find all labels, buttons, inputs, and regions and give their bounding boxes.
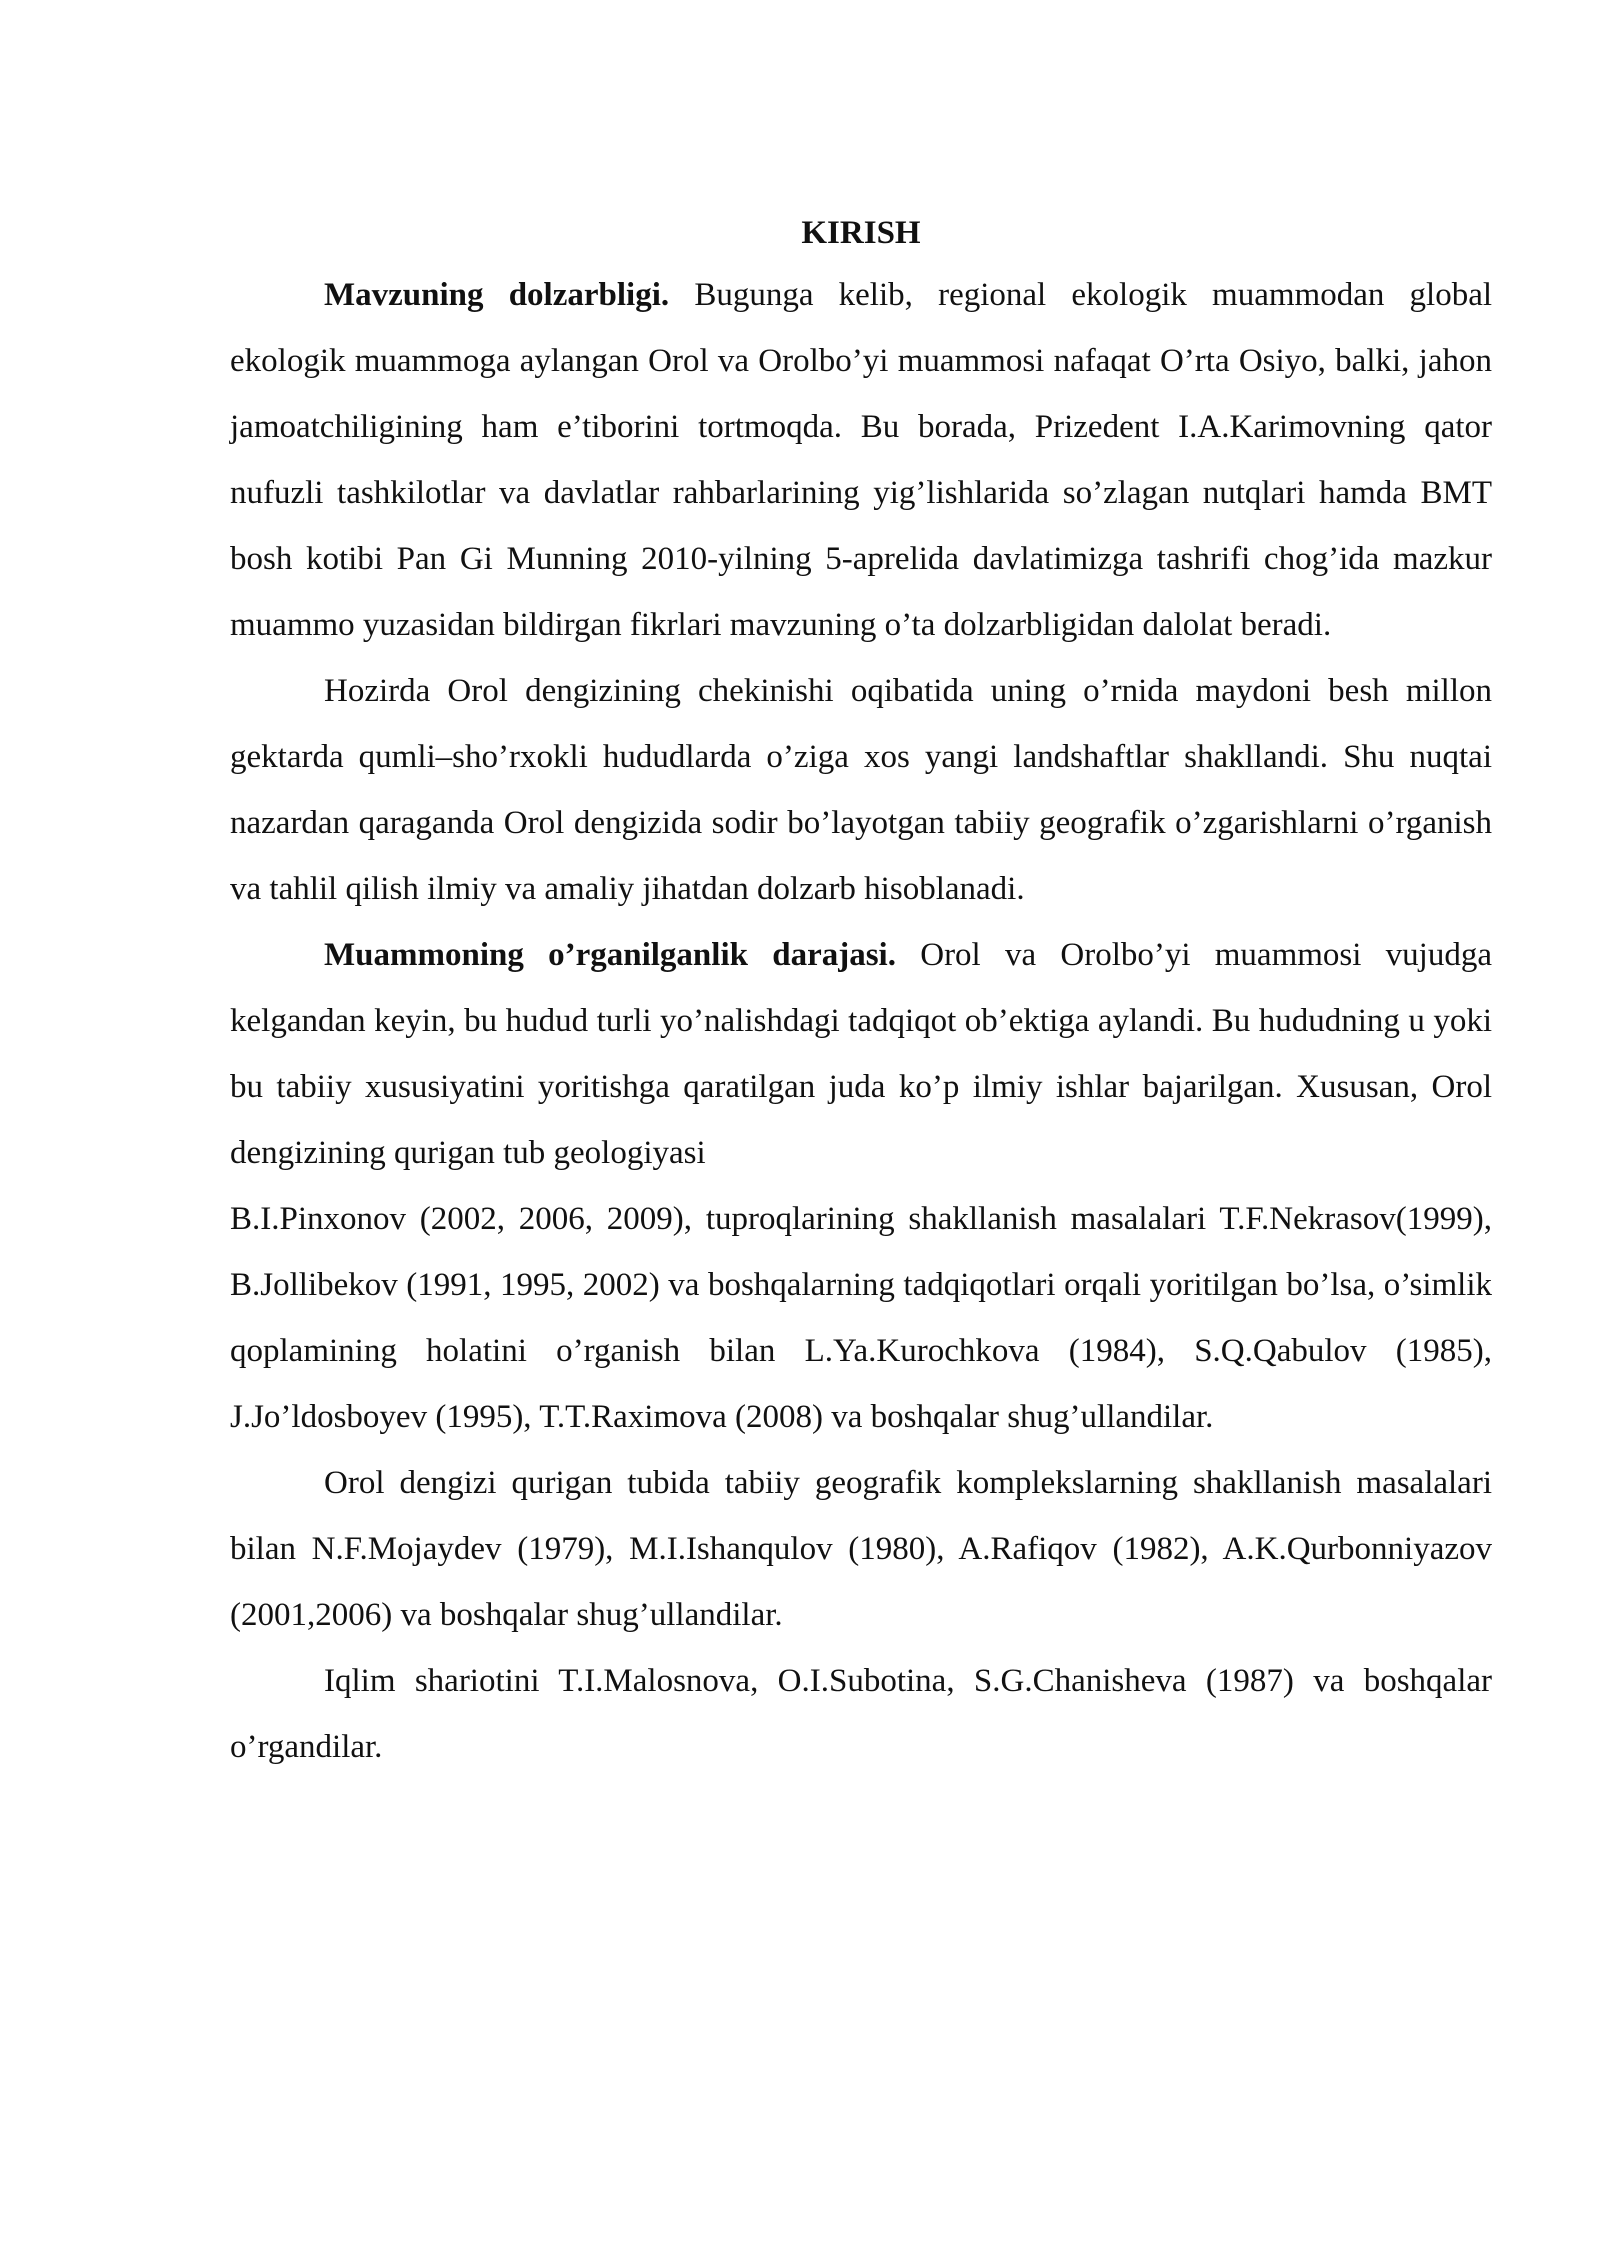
document-body bbox=[230, 200, 1492, 1780]
paragraph-text: Iqlim shariotini T.I.Malosnova, O.I.Subotina, S.G.Chanisheva (1987) va boshqalar o’rgandilar. bbox=[230, 1663, 1492, 1765]
paragraph-text: B.I.Pinxonov (2002, 2006, 2009), tuproqlarining shakllanish masalalari T.F.Nekrasov(1999), B.Jollibekov (1991, 1995, 2002) va boshqalarning tadqiqotlari orqali yoritilgan bo’lsa, o’simlik qoplamining holatini o’rganish bilan L.Ya.Kurochkova (1984), S.Q.Qabulov (1985), J.Jo’ldosboyev (1995), T.T.Raximova (2008) va boshqalar shug’ullandilar. bbox=[230, 1201, 1492, 1435]
paragraph-researchers bbox=[230, 1186, 1492, 1450]
paragraph-complexes bbox=[230, 1450, 1492, 1648]
paragraph-text: Hozirda Orol dengizining chekinishi oqibatida uning o’rnida maydoni besh millon gektarda qumli–sho’rxokli hududlarda o’ziga xos yangi landshaftlar shakllandi. Shu nuqtai nazardan qaraganda Orol dengizida sodir bo’layotgan tabiiy geografik o’zgarishlarni o’rganish va tahlil qilish ilmiy va amaliy jihatdan dolzarb hisoblanadi. bbox=[230, 673, 1492, 907]
paragraph-text: Orol dengizi qurigan tubida tabiiy geografik komplekslarning shakllanish masalalari bilan N.F.Mojaydev (1979), M.I.Ishanqulov (1980), A.Rafiqov (1982), A.K.Qurbonniyazov (2001,2006) va boshqalar shug’ullandilar. bbox=[230, 1465, 1492, 1633]
paragraph-climate bbox=[230, 1648, 1492, 1780]
paragraph-study-level bbox=[230, 922, 1492, 1186]
paragraph-current-state bbox=[230, 658, 1492, 922]
paragraph-lead: Muammoning o’rganilganlik darajasi. bbox=[324, 937, 896, 973]
page-title: KIRISH bbox=[801, 215, 921, 251]
paragraph-text: Orol va Orolbo’yi muammosi vujudga kelgandan keyin, bu hudud turli yo’nalishdagi tadqiqot ob’ektiga aylandi. Bu hududning u yoki bu tabiiy xususiyatini yoritishga qaratilgan juda ko’p ilmiy ishlar bajarilgan. Xususan, Orol dengizining qurigan tub geologiyasi bbox=[230, 937, 1492, 1171]
paragraph-relevance bbox=[230, 262, 1492, 658]
paragraph-lead: Mavzuning dolzarbligi. bbox=[324, 277, 670, 313]
paragraph-text: Bugunga kelib, regional ekologik muammodan global ekologik muammoga aylangan Orol va Orolbo’yi muammosi nafaqat O’rta Osiyo, balki, jahon jamoatchiligining ham e’tiborini tortmoqda. Bu borada, Prizedent I.A.Karimovning qator nufuzli tashkilotlar va davlatlar rahbarlarining yig’lishlarida so’zlagan nutqlari hamda BMT bosh kotibi Pan Gi Munning 2010-yilning 5-aprelida davlatimizga tashrifi chog’ida mazkur muammo yuzasidan bildirgan fikrlari mavzuning o’ta dolzarbligidan dalolat beradi. bbox=[230, 277, 1493, 643]
